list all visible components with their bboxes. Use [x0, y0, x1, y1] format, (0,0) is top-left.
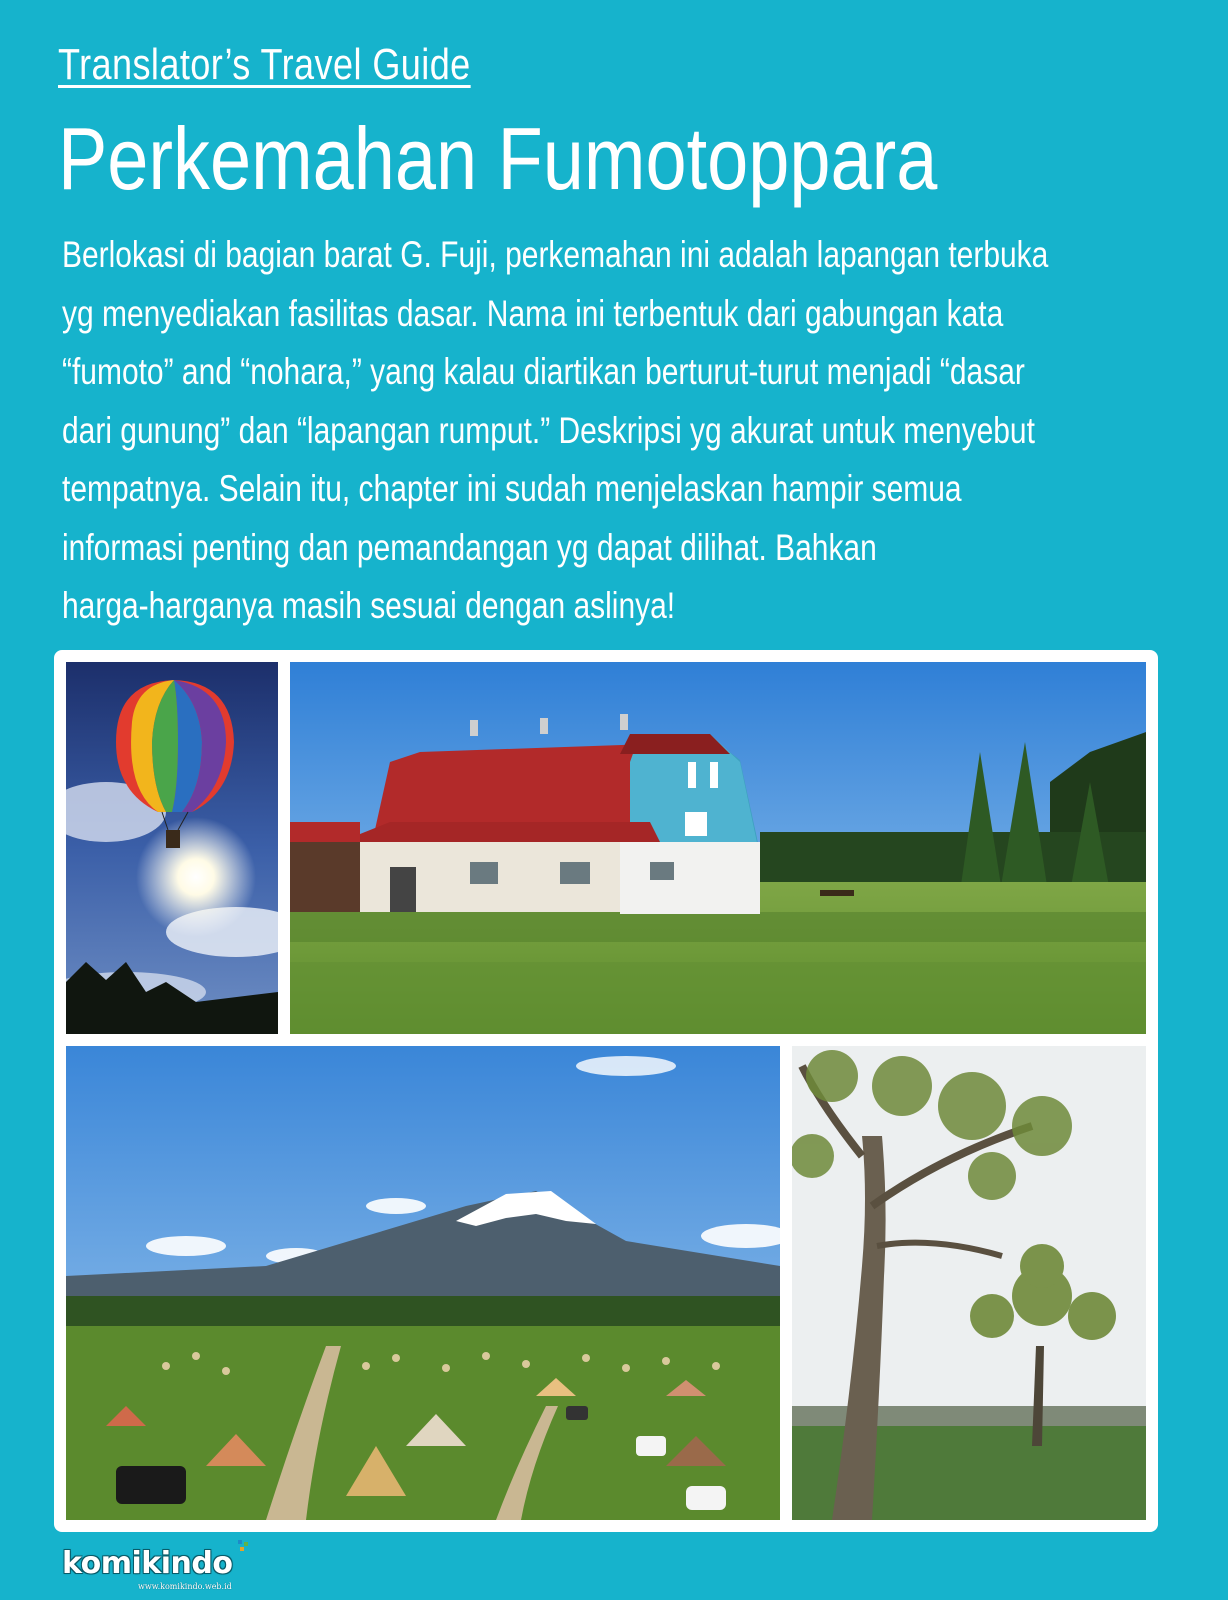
description-line: tempatnya. Selain itu, chapter ini sudah menjelaskan hampir semua — [62, 468, 962, 509]
description-line: harga-harganya masih sesuai dengan aslinya! — [62, 585, 676, 626]
description-line: Berlokasi di bagian barat G. Fuji, perkemahan ini adalah lapangan terbuka — [62, 234, 1049, 275]
description-line: yg menyediakan fasilitas dasar. Nama ini terbentuk dari gabungan kata — [62, 292, 1004, 334]
description-line: informasi penting dan pemandangan yg dapat dilihat. Bahkan — [62, 526, 877, 568]
description-line: “fumoto” and “nohara,” yang kalau diartikan berturut-turut menjadi “dasar — [62, 351, 1025, 392]
campsite-mount-fuji-photo — [66, 1046, 780, 1520]
hot-air-balloon-photo — [66, 662, 278, 1034]
description-paragraph — [62, 226, 1172, 636]
logo-url: www.komikindo.web.id — [138, 1582, 232, 1591]
guide-kicker: Translator’s Travel Guide — [58, 40, 471, 89]
logo-dots-icon — [236, 1538, 252, 1556]
trees-field-photo — [792, 1046, 1146, 1520]
komikindo-logo: komikindo — [62, 1546, 233, 1581]
barn-photo — [290, 662, 1146, 1034]
page-title: Perkemahan Fumotoppara — [58, 109, 938, 208]
description-line: dari gunung” dan “lapangan rumput.” Deskripsi yg akurat untuk menyebut — [62, 409, 1035, 451]
